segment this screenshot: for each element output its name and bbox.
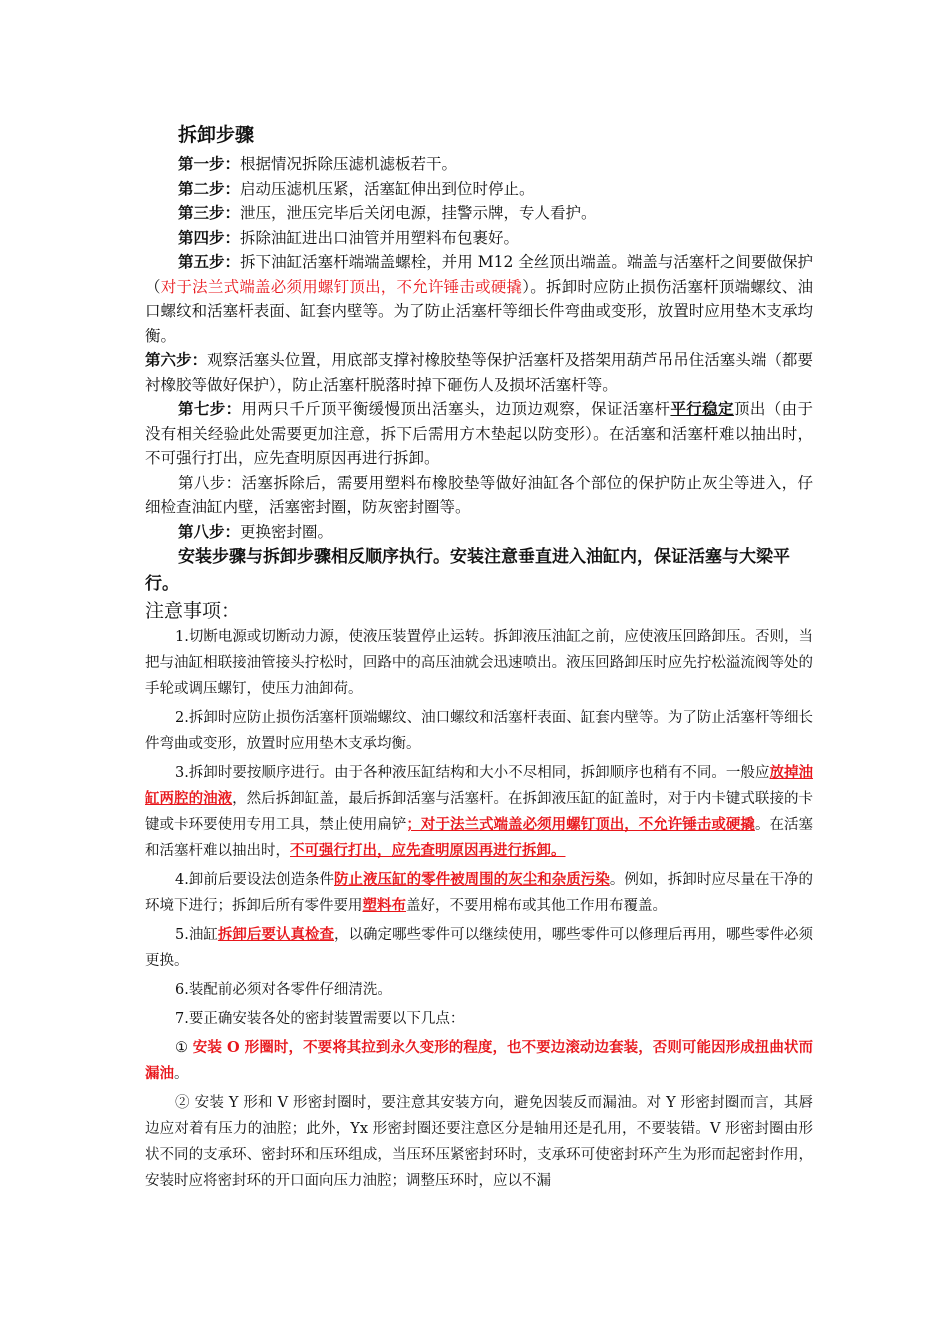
step-label: 第一步： [178, 154, 241, 173]
step-text: 拆除油缸进出口油管并用塑料布包裹好。 [240, 228, 520, 247]
step-label: 第五步： [178, 252, 241, 271]
note-text: 5.油缸 [175, 927, 218, 943]
step-label: 第七步： [178, 399, 242, 418]
step-3 [145, 201, 813, 226]
note-bullet: ① [175, 1040, 189, 1056]
step-8b [145, 520, 813, 545]
step-label: 第四步： [178, 227, 241, 247]
note-7-2: ② 安装 Y 形和 V 形密封圈时，要注意其安装方向，避免因装反而漏油。对 Y 形密封圈而言，其唇边应对着有压力的油腔；此外，Yx 形密封圈还要注意区分是轴用还是孔用，不要装错。V 形密封圈由形状不同的支承环、密封环和压环组成，当压环压紧密封环时，支承环可使密封环产生为形而起密封作用，安装时应将密封环的开口面向压力油腔；调整压环时，应以不漏 [145, 1095, 813, 1189]
note-3 [145, 760, 813, 864]
step-text: 顶出（由于没有相关经验此处需要更加注意，拆下后需用方木垫起以防变形）。在活塞和活塞杆难以抽出时，不可强行打出，应先查明原因再进行拆卸。 [145, 400, 813, 467]
section-title: 拆卸步骤 [178, 124, 255, 146]
note-warning-text: ；对于法兰式端盖必须用螺钉顶出，不允许锤击或硬撬 [406, 816, 755, 833]
step-text: 泄压，泄压完毕后关闭电源，挂警示牌，专人看护。 [240, 204, 597, 222]
step-text: 更换密封圈。 [240, 522, 334, 541]
note-warning-text: 放掉油缸两腔的油液 [145, 764, 813, 807]
note-text: 盖好，不要用棉布或其他工作用布覆盖。 [406, 898, 667, 914]
step-text: 观察活塞头位置，用底部支撑衬橡胶垫等保护活塞杆及搭架用葫芦吊吊住活塞头端（都要衬橡胶等做好保护），防止活塞杆脱落时掉下砸伤人及损坏活塞杆等。 [145, 351, 813, 394]
step-2 [145, 177, 813, 202]
note-warning-text: 安装 O 形圈时，不要将其拉到永久变形的程度，也不要边滚动边套装，否则可能因形成扭曲状而漏油 [145, 1039, 814, 1082]
step-label: 第二步： [178, 178, 241, 198]
notes-title: 注意事项： [145, 600, 241, 622]
step-4 [145, 226, 813, 251]
step-warning-text: 对于法兰式端盖必须用螺钉顶出，不允许锤击或硬撬 [160, 277, 523, 296]
step-text: 用两只千斤顶平衡缓慢顶出活塞头，边顶边观察，保证活塞杆 [241, 400, 671, 418]
note-warning-text: 拆卸后要认真检查 [217, 926, 335, 943]
note-7: 7.要正确安装各处的密封装置需要以下几点： [175, 1011, 465, 1027]
note-text: ，以确定哪些零件可以继续使用，哪些零件可以修理后再用，哪些零件必须更换。 [145, 927, 814, 969]
step-text: 启动压滤机压紧，活塞缸伸出到位时停止。 [240, 179, 535, 198]
step-8a [145, 471, 813, 520]
note-warning-text: 塑料布 [362, 897, 406, 914]
step-label: 第八步： [178, 473, 242, 492]
note-text: ，然后拆卸缸盖，最后拆卸活塞与活塞杆。在拆卸液压缸的缸盖时，对于内卡键式联接的卡键或卡环要使用专用工具，禁止使用扁铲 [145, 791, 814, 833]
note-1: 1.切断电源或切断动力源，使液压装置停止运转。拆卸液压油缸之前，应使液压回路卸压。否则，当把与油缸相联接油管接头拧松时，回路中的高压油就会迅速喷出。液压回路卸压时应先拧松溢流阀等处的手轮或调压螺钉，使压力油卸荷。 [145, 629, 813, 697]
install-note: 安装步骤与拆卸步骤相反顺序执行。安装注意垂直进入油缸内，保证活塞与大梁平行。 [145, 547, 790, 594]
note-text: 。在活塞和活塞杆难以抽出时， [145, 817, 814, 859]
note-6: 6.装配前必须对各零件仔细清洗。 [175, 982, 392, 998]
step-label: 第八步： [178, 521, 241, 541]
step-emphasis: 平行稳定 [670, 399, 734, 418]
note-2: 2.拆卸时应防止损伤活塞杆顶端螺纹、油口螺纹和活塞杆表面、缸套内壁等。为了防止活塞杆等细长件弯曲或变形，放置时应用垫木支承均衡。 [145, 710, 813, 752]
note-warning-text: 不可强行打出，应先查明原因再进行拆卸。 [290, 842, 566, 859]
step-text: 活塞拆除后，需要用塑料布橡胶垫等做好油缸各个部位的保护防止灰尘等进入，仔细检查油缸内壁，活塞密封圈，防灰密封圈等。 [145, 473, 813, 516]
step-text: 根据情况拆除压滤机滤板若干。 [240, 155, 458, 173]
note-text: 4.卸前后要设法创造条件 [175, 872, 335, 888]
step-5 [145, 250, 813, 348]
step-1 [145, 152, 813, 177]
document-page [145, 120, 813, 1197]
step-text: ）。拆卸时应防止损伤活塞杆顶端螺纹、油口螺纹和活塞杆表面、缸套内壁等。为了防止活塞杆等细长件弯曲或变形，放置时应用垫木支承均衡。 [145, 277, 813, 345]
note-text: 。例如，拆卸时应尽量在干净的环境下进行；拆卸后所有零件要用 [145, 872, 814, 914]
note-4 [145, 867, 813, 919]
note-5 [145, 922, 813, 974]
step-text: 拆下油缸活塞杆端端盖螺栓，并用 M12 全丝顶出端盖。端盖与活塞杆之间要做保护（ [145, 253, 813, 296]
step-label: 第六步： [145, 350, 208, 369]
step-label: 第三步： [178, 203, 241, 222]
note-text: 3.拆卸时要按顺序进行。由于各种液压缸结构和大小不尽相同，拆卸顺序也稍有不同。一般应 [175, 765, 770, 781]
step-6 [145, 348, 813, 397]
note-7-1 [145, 1035, 813, 1087]
note-warning-text: 防止液压缸的零件被周围的灰尘和杂质污染 [334, 871, 610, 888]
step-7 [145, 397, 813, 471]
note-text: 。 [174, 1066, 189, 1082]
